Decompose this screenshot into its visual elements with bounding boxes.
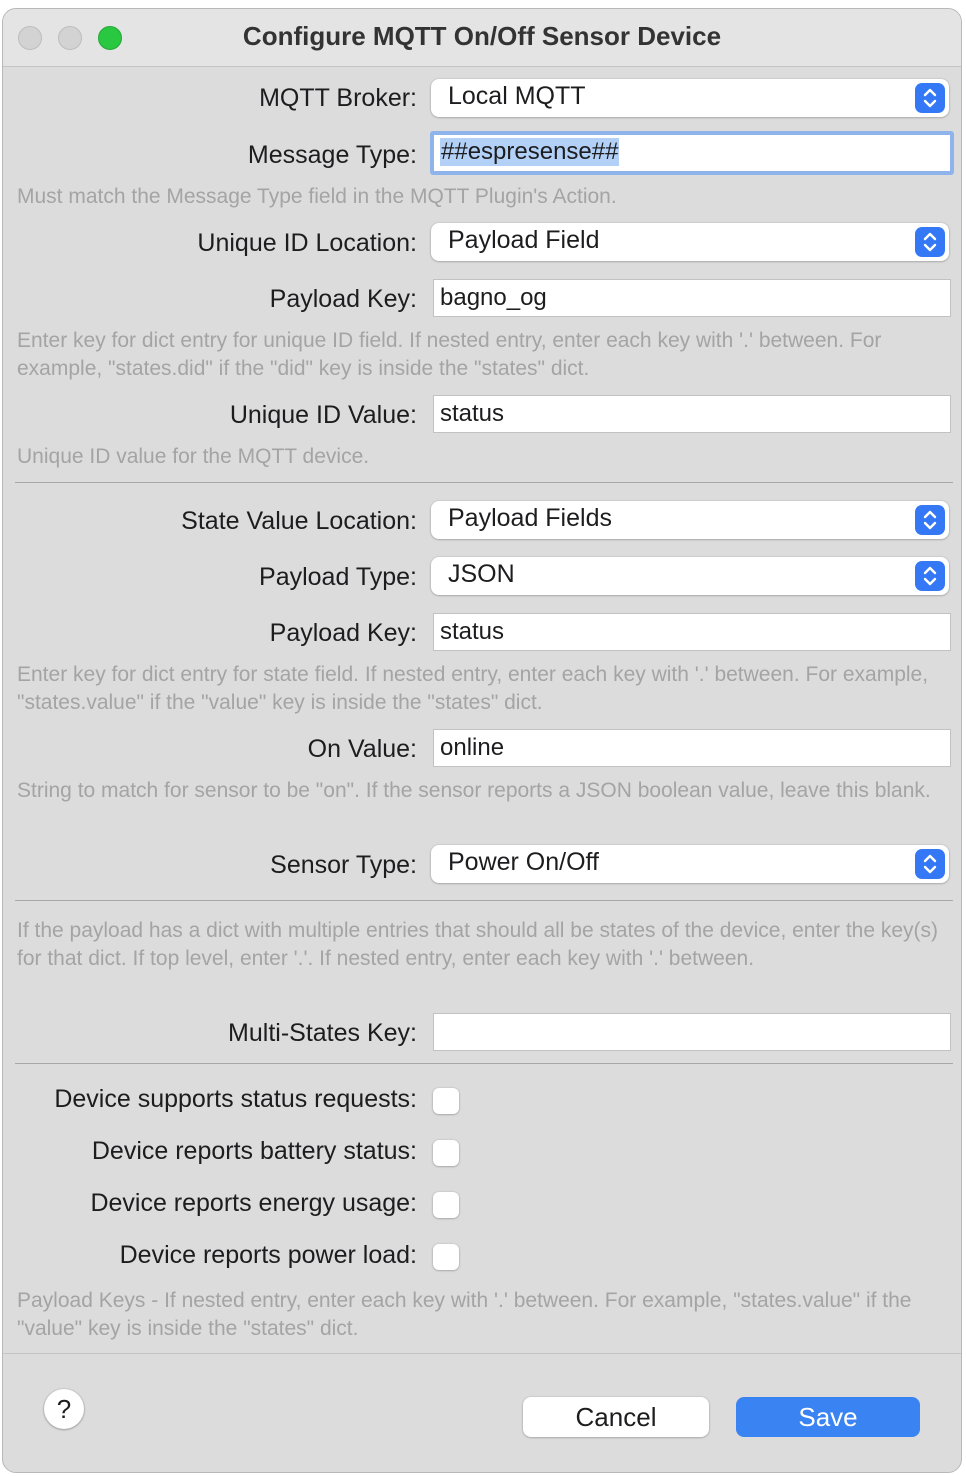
section-divider (15, 482, 953, 483)
uid-value-input[interactable] (440, 400, 940, 428)
battery-status-label: Device reports battery status: (91, 1137, 417, 1165)
footer-divider (3, 1353, 961, 1354)
uid-payload-key-hint: Enter key for dict entry for unique ID field. If nested entry, enter each key with '.' between. For example, "states.did" if the "did" key is inside the "states" dict. (17, 329, 882, 380)
multi-states-key-input[interactable] (440, 1018, 940, 1046)
payload-type-popup[interactable] (431, 557, 949, 595)
message-type-field[interactable] (430, 131, 954, 175)
chevron-updown-icon (915, 83, 945, 113)
status-requests-label: Device supports status requests: (54, 1085, 417, 1113)
window-title: Configure MQTT On/Off Sensor Device (242, 21, 722, 51)
uid-location-label: Unique ID Location: (197, 229, 417, 257)
broker-popup[interactable] (431, 79, 949, 117)
configure-device-dialog (2, 8, 962, 1473)
energy-usage-checkbox[interactable] (433, 1192, 459, 1218)
state-location-value: Payload Fields (448, 504, 612, 532)
on-value-input[interactable] (440, 734, 940, 762)
uid-payload-key-input[interactable] (440, 284, 940, 312)
sensor-type-value: Power On/Off (448, 848, 599, 876)
message-type-hint: Must match the Message Type field in the MQTT Plugin's Action. (17, 185, 617, 208)
battery-status-checkbox[interactable] (433, 1140, 459, 1166)
payload-keys-hint: Payload Keys - If nested entry, enter each key with '.' between. For example, "states.value" if the "value" key is inside the "states" dict. (17, 1289, 912, 1340)
multi-states-key-field[interactable] (433, 1013, 951, 1051)
message-type-label: Message Type: (247, 141, 417, 169)
state-location-label: State Value Location: (181, 507, 417, 535)
power-load-checkbox[interactable] (433, 1244, 459, 1270)
on-value-field[interactable] (433, 729, 951, 767)
state-payload-key-label: Payload Key: (269, 619, 417, 647)
uid-value-field[interactable] (433, 395, 951, 433)
message-type-value: ##espresense## (441, 138, 619, 165)
help-button[interactable]: ? (44, 1389, 84, 1429)
sensor-type-popup[interactable] (431, 845, 949, 883)
multi-states-key-label: Multi-States Key: (228, 1019, 417, 1047)
broker-label: MQTT Broker: (259, 84, 417, 112)
payload-type-label: Payload Type: (259, 563, 417, 591)
chevron-updown-icon (915, 505, 945, 535)
sensor-type-label: Sensor Type: (270, 851, 417, 879)
state-location-popup[interactable] (431, 501, 949, 539)
on-value-label: On Value: (307, 735, 417, 763)
chevron-updown-icon (915, 849, 945, 879)
chevron-updown-icon (915, 227, 945, 257)
uid-location-value: Payload Field (448, 226, 600, 254)
chevron-updown-icon (915, 561, 945, 591)
title-bar (3, 9, 961, 67)
state-payload-key-hint: Enter key for dict entry for state field. If nested entry, enter each key with '.' between. For example, "states.value" if the "value" key is inside the "states" dict. (17, 663, 929, 714)
power-load-label: Device reports power load: (119, 1241, 417, 1269)
state-payload-key-field[interactable] (433, 613, 951, 651)
section-divider (15, 900, 953, 901)
broker-value: Local MQTT (448, 82, 586, 110)
cancel-button[interactable]: Cancel (523, 1397, 709, 1437)
uid-value-label: Unique ID Value: (229, 401, 417, 429)
multi-states-hint: If the payload has a dict with multiple entries that should all be states of the device, enter the key(s) for that dict. If top level, enter '.'. If nested entry, enter each key with '.' between. (17, 919, 939, 970)
status-requests-checkbox[interactable] (433, 1088, 459, 1114)
on-value-hint: String to match for sensor to be "on". If the sensor reports a JSON boolean value, leave this blank. (17, 779, 931, 802)
uid-value-hint: Unique ID value for the MQTT device. (17, 445, 370, 468)
payload-type-value: JSON (448, 560, 515, 588)
energy-usage-label: Device reports energy usage: (90, 1189, 417, 1217)
section-divider (15, 1063, 953, 1064)
state-payload-key-input[interactable] (440, 618, 940, 646)
uid-payload-key-label: Payload Key: (269, 285, 417, 313)
uid-location-popup[interactable] (431, 223, 949, 261)
uid-payload-key-field[interactable] (433, 279, 951, 317)
save-button[interactable]: Save (736, 1397, 920, 1437)
